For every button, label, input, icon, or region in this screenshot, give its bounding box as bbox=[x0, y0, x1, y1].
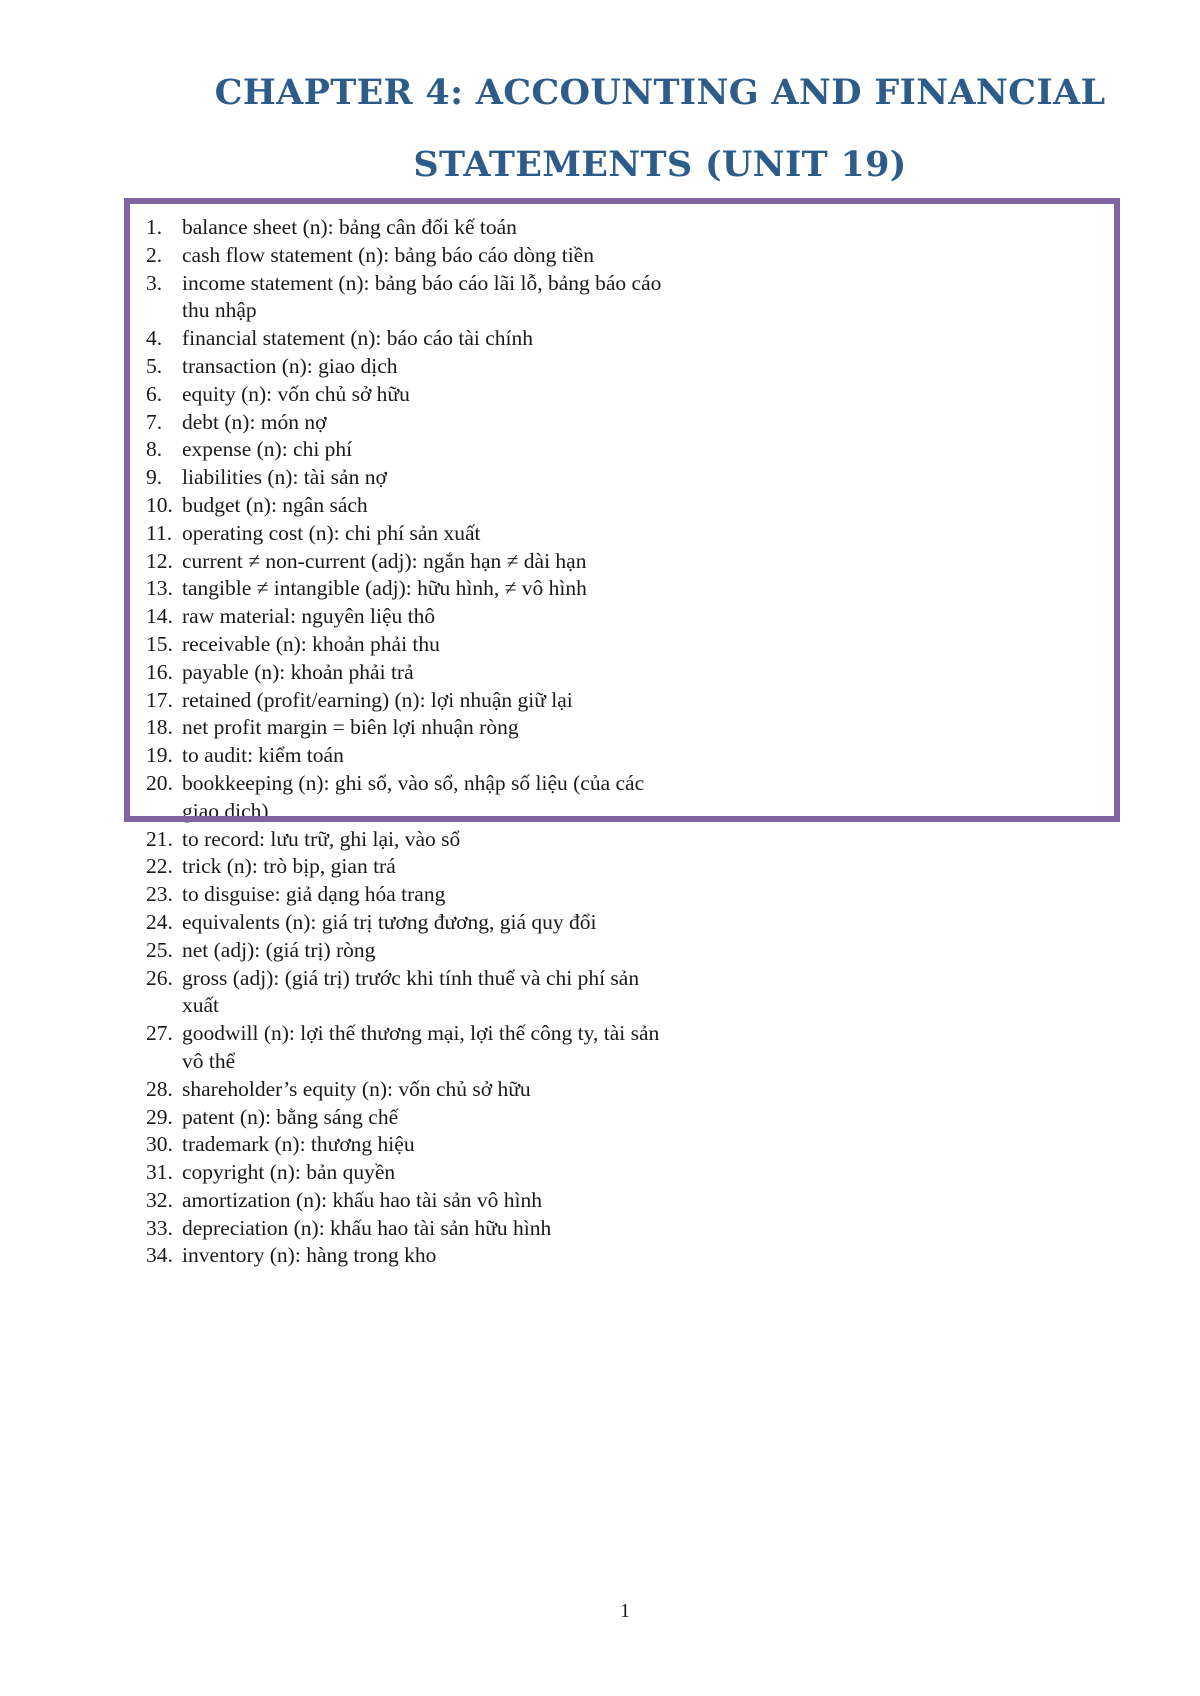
vocab-item bbox=[146, 659, 666, 687]
vocab-item-text: expense (n): chi phí bbox=[182, 437, 353, 462]
vocab-item bbox=[146, 909, 666, 937]
vocab-item-number: 23. bbox=[146, 882, 173, 907]
vocab-item-number: 12. bbox=[146, 548, 173, 573]
vocab-item bbox=[146, 575, 666, 603]
vocab-item-number: 6. bbox=[146, 381, 163, 406]
vocab-item-number: 34. bbox=[146, 1243, 173, 1268]
vocab-item-number: 21. bbox=[146, 826, 173, 851]
vocab-item bbox=[146, 881, 666, 909]
vocab-item-text: balance sheet (n): bảng cân đối kế toán bbox=[182, 215, 517, 239]
vocab-item bbox=[146, 937, 666, 965]
vocab-item-text: tangible ≠ intangible (adj): hữu hình, ≠ vô hình bbox=[182, 576, 587, 601]
vocab-item-text: operating cost (n): chi phí sản xuất bbox=[182, 520, 481, 545]
vocab-item bbox=[146, 1215, 666, 1243]
vocab-item-number: 4. bbox=[146, 326, 163, 351]
vocab-item bbox=[146, 1104, 666, 1132]
vocab-item-number: 18. bbox=[146, 715, 173, 740]
vocab-item bbox=[146, 1242, 666, 1270]
vocab-item bbox=[146, 1020, 666, 1076]
vocab-item-text: receivable (n): khoản phải thu bbox=[182, 631, 440, 656]
vocab-item bbox=[146, 1159, 666, 1187]
vocab-item bbox=[146, 1131, 666, 1159]
vocab-item-text: equity (n): vốn chủ sở hữu bbox=[182, 381, 410, 406]
vocab-item-number: 3. bbox=[146, 270, 163, 295]
vocab-item-text: retained (profit/earning) (n): lợi nhuận giữ lại bbox=[182, 687, 573, 712]
vocab-item-text: financial statement (n): báo cáo tài chính bbox=[182, 326, 534, 351]
vocab-item bbox=[146, 270, 666, 326]
vocab-item-text: patent (n): bằng sáng chế bbox=[182, 1104, 399, 1129]
vocab-item-text: trademark (n): thương hiệu bbox=[182, 1132, 415, 1157]
vocabulary-list bbox=[146, 214, 666, 1270]
vocab-item bbox=[146, 409, 666, 437]
vocab-item-text: to record: lưu trữ, ghi lại, vào sổ bbox=[182, 826, 461, 851]
vocab-item bbox=[146, 965, 666, 1021]
vocab-item-number: 28. bbox=[146, 1076, 173, 1101]
vocab-item-text: raw material: nguyên liệu thô bbox=[182, 604, 436, 629]
vocab-item bbox=[146, 242, 666, 270]
vocab-item-number: 11. bbox=[146, 520, 173, 545]
vocab-item-number: 24. bbox=[146, 909, 173, 934]
vocab-item bbox=[146, 1187, 666, 1215]
vocab-item bbox=[146, 464, 666, 492]
vocab-item bbox=[146, 214, 666, 242]
vocab-item-text: current ≠ non-current (adj): ngắn hạn ≠ dài hạn bbox=[182, 548, 587, 573]
vocab-item-number: 15. bbox=[146, 631, 173, 656]
vocab-item-text: transaction (n): giao dịch bbox=[182, 353, 398, 378]
vocab-item-number: 25. bbox=[146, 937, 173, 962]
vocab-item-text: gross (adj): (giá trị) trước khi tính thuế và chi phí sản xuất bbox=[182, 965, 640, 1018]
vocab-item bbox=[146, 353, 666, 381]
vocab-item-text: budget (n): ngân sách bbox=[182, 492, 368, 517]
vocab-item-number: 10. bbox=[146, 492, 173, 517]
vocab-item-text: payable (n): khoản phải trả bbox=[182, 659, 414, 684]
vocab-item-text: income statement (n): bảng báo cáo lãi lỗ, bảng báo cáo thu nhập bbox=[182, 270, 662, 323]
vocab-item bbox=[146, 687, 666, 715]
vocab-item-text: trick (n): trò bịp, gian trá bbox=[182, 854, 396, 879]
vocab-item-text: equivalents (n): giá trị tương đương, giá quy đổi bbox=[182, 909, 597, 934]
vocab-item bbox=[146, 548, 666, 576]
vocab-item-text: net profit margin = biên lợi nhuận ròng bbox=[182, 715, 519, 740]
vocab-item bbox=[146, 1076, 666, 1104]
vocab-item-number: 31. bbox=[146, 1160, 173, 1185]
chapter-title-line-1: CHAPTER 4: ACCOUNTING AND FINANCIAL bbox=[214, 72, 1106, 113]
vocab-item-number: 30. bbox=[146, 1132, 173, 1157]
vocab-item-text: inventory (n): hàng trong kho bbox=[182, 1243, 437, 1268]
vocab-item-number: 17. bbox=[146, 687, 173, 712]
vocab-item bbox=[146, 853, 666, 881]
vocab-item-number: 32. bbox=[146, 1187, 173, 1212]
vocab-item-text: copyright (n): bản quyền bbox=[182, 1160, 396, 1185]
vocab-item-number: 26. bbox=[146, 965, 173, 990]
vocab-item-number: 33. bbox=[146, 1215, 173, 1240]
vocab-item-text: net (adj): (giá trị) ròng bbox=[182, 937, 376, 962]
vocab-item bbox=[146, 381, 666, 409]
vocab-item-number: 20. bbox=[146, 770, 173, 795]
vocab-item-text: amortization (n): khấu hao tài sản vô hình bbox=[182, 1187, 543, 1212]
vocab-item-text: goodwill (n): lợi thế thương mại, lợi thế công ty, tài sản vô thể bbox=[182, 1021, 660, 1073]
vocab-item-text: debt (n): món nợ bbox=[182, 409, 327, 434]
vocab-item-number: 22. bbox=[146, 854, 173, 879]
vocab-item bbox=[146, 492, 666, 520]
vocab-item-number: 5. bbox=[146, 353, 163, 378]
vocab-item-number: 19. bbox=[146, 743, 173, 768]
vocab-item-text: to audit: kiểm toán bbox=[182, 743, 344, 768]
vocab-item bbox=[146, 603, 666, 631]
vocab-item-text: cash flow statement (n): bảng báo cáo dòng tiền bbox=[182, 242, 594, 267]
vocab-item-number: 29. bbox=[146, 1104, 173, 1129]
vocab-item-text: to disguise: giả dạng hóa trang bbox=[182, 882, 446, 907]
vocab-item-number: 2. bbox=[146, 242, 163, 267]
vocab-item-number: 1. bbox=[146, 215, 163, 239]
vocab-item-text: bookkeeping (n): ghi sổ, vào sổ, nhập số liệu (của các giao dịch) bbox=[182, 770, 645, 823]
vocab-item-text: liabilities (n): tài sản nợ bbox=[182, 465, 387, 490]
vocab-item-text: depreciation (n): khấu hao tài sản hữu hình bbox=[182, 1215, 552, 1240]
vocab-item bbox=[146, 742, 666, 770]
vocab-item-number: 14. bbox=[146, 604, 173, 629]
vocab-item-number: 13. bbox=[146, 576, 173, 601]
vocab-item bbox=[146, 325, 666, 353]
vocab-item bbox=[146, 714, 666, 742]
vocab-item bbox=[146, 826, 666, 854]
vocab-item-number: 7. bbox=[146, 409, 163, 434]
vocab-item bbox=[146, 436, 666, 464]
vocab-item-number: 8. bbox=[146, 437, 163, 462]
vocab-item-text: shareholder’s equity (n): vốn chủ sở hữu bbox=[182, 1076, 531, 1101]
vocab-item-number: 16. bbox=[146, 659, 173, 684]
vocab-item-number: 27. bbox=[146, 1021, 173, 1046]
vocab-item bbox=[146, 631, 666, 659]
chapter-title-line-2: STATEMENTS (UNIT 19) bbox=[413, 144, 907, 185]
vocab-item bbox=[146, 520, 666, 548]
vocab-item bbox=[146, 770, 666, 826]
vocab-item-number: 9. bbox=[146, 465, 163, 490]
page-number: 1 bbox=[620, 1600, 630, 1622]
